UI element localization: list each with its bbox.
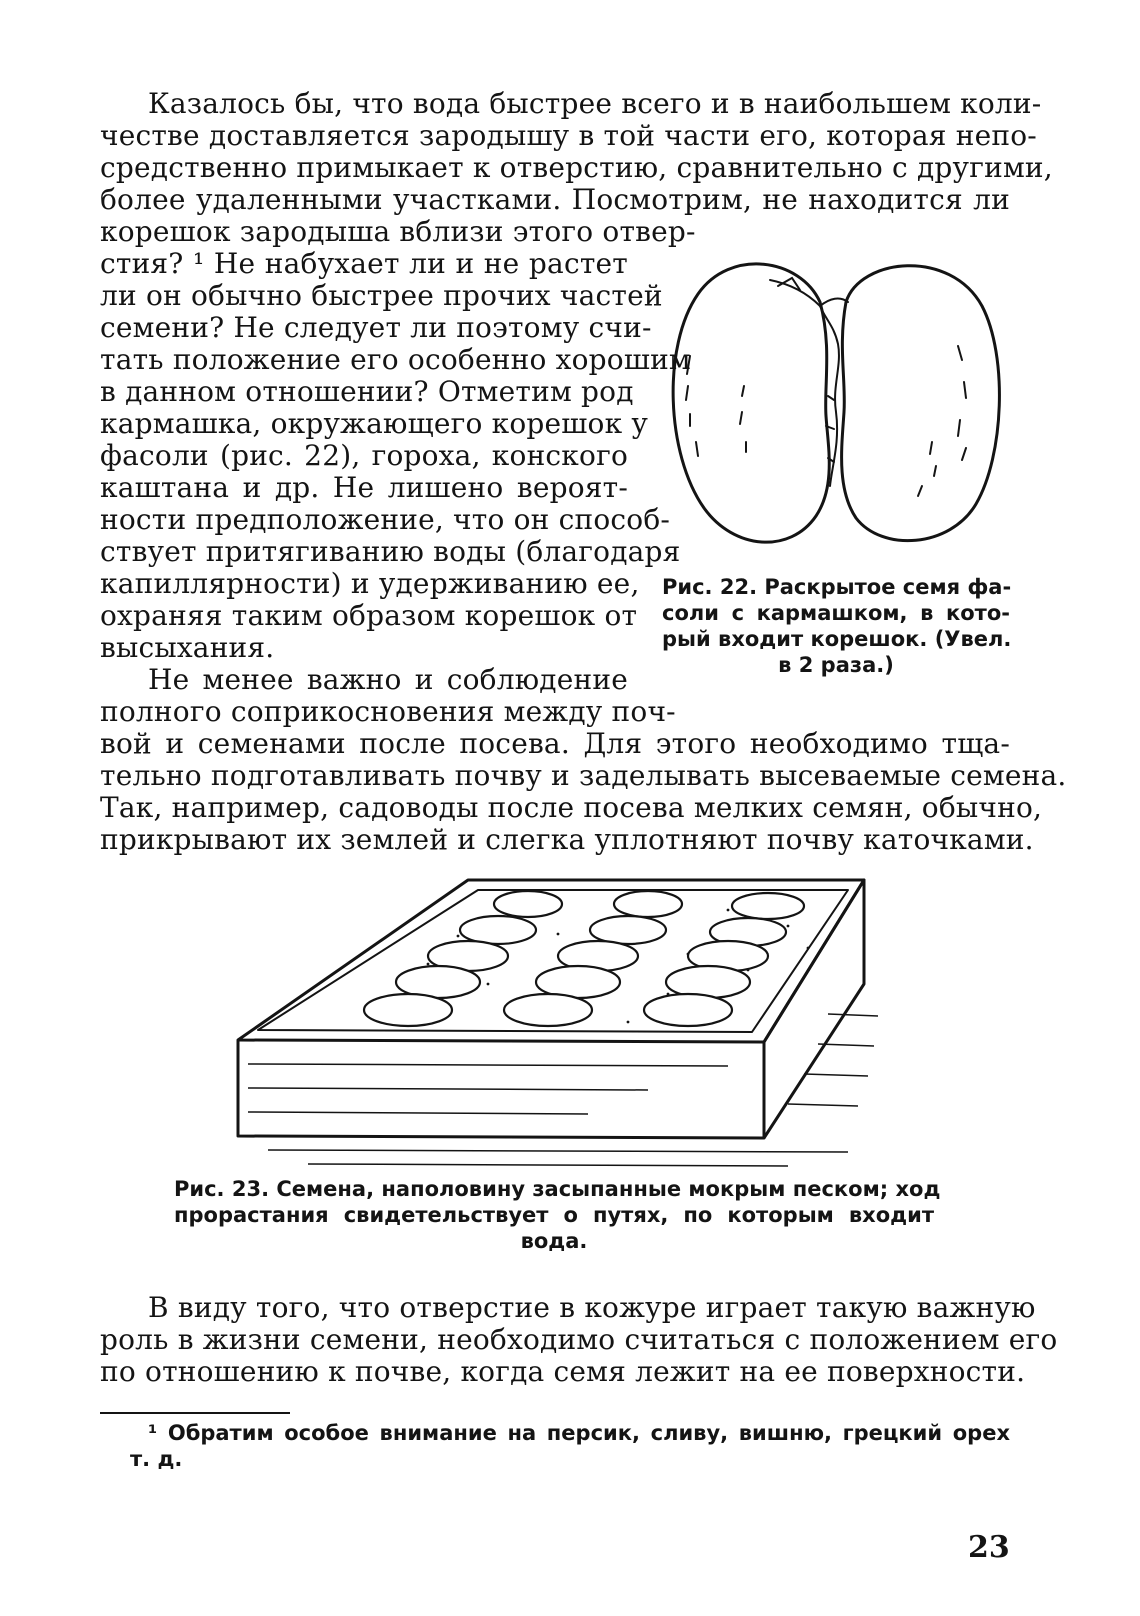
caption-line: Рис. 23. Семена, наполовину засыпанные мокрым песком; ход <box>174 1177 941 1201</box>
figure-23-seed-tray-illustration <box>228 874 888 1170</box>
text-line: кармашка, окружающего корешок у <box>100 407 649 440</box>
figure-22-bean-seed-illustration <box>660 236 1010 556</box>
text-line: стия? ¹ Не набухает ли и не растет <box>100 247 628 280</box>
text-line: семени? Не следует ли поэтому счи- <box>100 311 652 344</box>
caption-line: вода. <box>520 1229 588 1253</box>
text-line: роль в жизни семени, необходимо считаться с положением его <box>100 1323 1058 1356</box>
text-line: ли он обычно быстрее прочих частей <box>100 279 663 312</box>
text-line: охраняя таким образом корешок от <box>100 599 638 632</box>
text-line: средственно примыкает к отверстию, сравнительно с другими, <box>100 151 1053 184</box>
text-line: высыхания. <box>100 631 275 664</box>
text-line: ности предположение, что он способ- <box>100 503 671 536</box>
caption-line: рый входит корешок. (Увел. <box>662 627 1012 651</box>
caption-line: прорастания свидетельствует о путях, по которым входит <box>174 1203 934 1227</box>
caption-line: соли с кармашком, в кото- <box>662 601 1010 625</box>
text-line: в данном отношении? Отметим род <box>100 375 634 408</box>
text-line: прикрывают их землей и слегка уплотняют почву каточками. <box>100 823 1034 856</box>
text-line: честве доставляется зародышу в той части его, которая непо- <box>100 119 1037 152</box>
text-line: ствует притягиванию воды (благодаря <box>100 535 681 568</box>
caption-line: в 2 раза.) <box>778 653 894 677</box>
text-line: тельно подготавливать почву и заделывать высеваемые семена. <box>100 759 1067 792</box>
footnote-line: т. д. <box>130 1447 183 1471</box>
footnote-line: ¹ Обратим особое внимание на персик, сливу, вишню, грецкий орех <box>148 1421 1010 1445</box>
page-number: 23 <box>968 1530 1010 1565</box>
text-line: фасоли (рис. 22), гороха, конского <box>100 439 628 472</box>
text-line: Казалось бы, что вода быстрее всего и в наибольшем коли- <box>148 87 1042 120</box>
text-line: В виду того, что отверстие в кожуре играет такую важную <box>148 1291 1036 1324</box>
text-line: корешок зародыша вблизи этого отвер- <box>100 215 696 248</box>
bean-seeds <box>364 891 804 1026</box>
text-line: полного соприкосновения между поч- <box>100 695 676 728</box>
text-line: капиллярности) и удерживанию ее, <box>100 567 640 600</box>
text-line: Так, например, садоводы после посева мелких семян, обычно, <box>100 791 1043 824</box>
caption-line: Рис. 22. Раскрытое семя фа- <box>662 575 1012 599</box>
hatching <box>248 1014 878 1166</box>
text-line: вой и семенами после посева. Для этого необходимо тща- <box>100 727 1010 760</box>
text-line: более удаленными участками. Посмотрим, не находится ли <box>100 183 1010 216</box>
text-line: по отношению к почве, когда семя лежит на ее поверхности. <box>100 1355 1026 1388</box>
text-line: Не менее важно и соблюдение <box>148 663 628 696</box>
text-line: тать положение его особенно хорошим <box>100 343 691 376</box>
text-line: каштана и др. Не лишено вероят- <box>100 471 628 504</box>
footnote-divider <box>100 1412 290 1414</box>
